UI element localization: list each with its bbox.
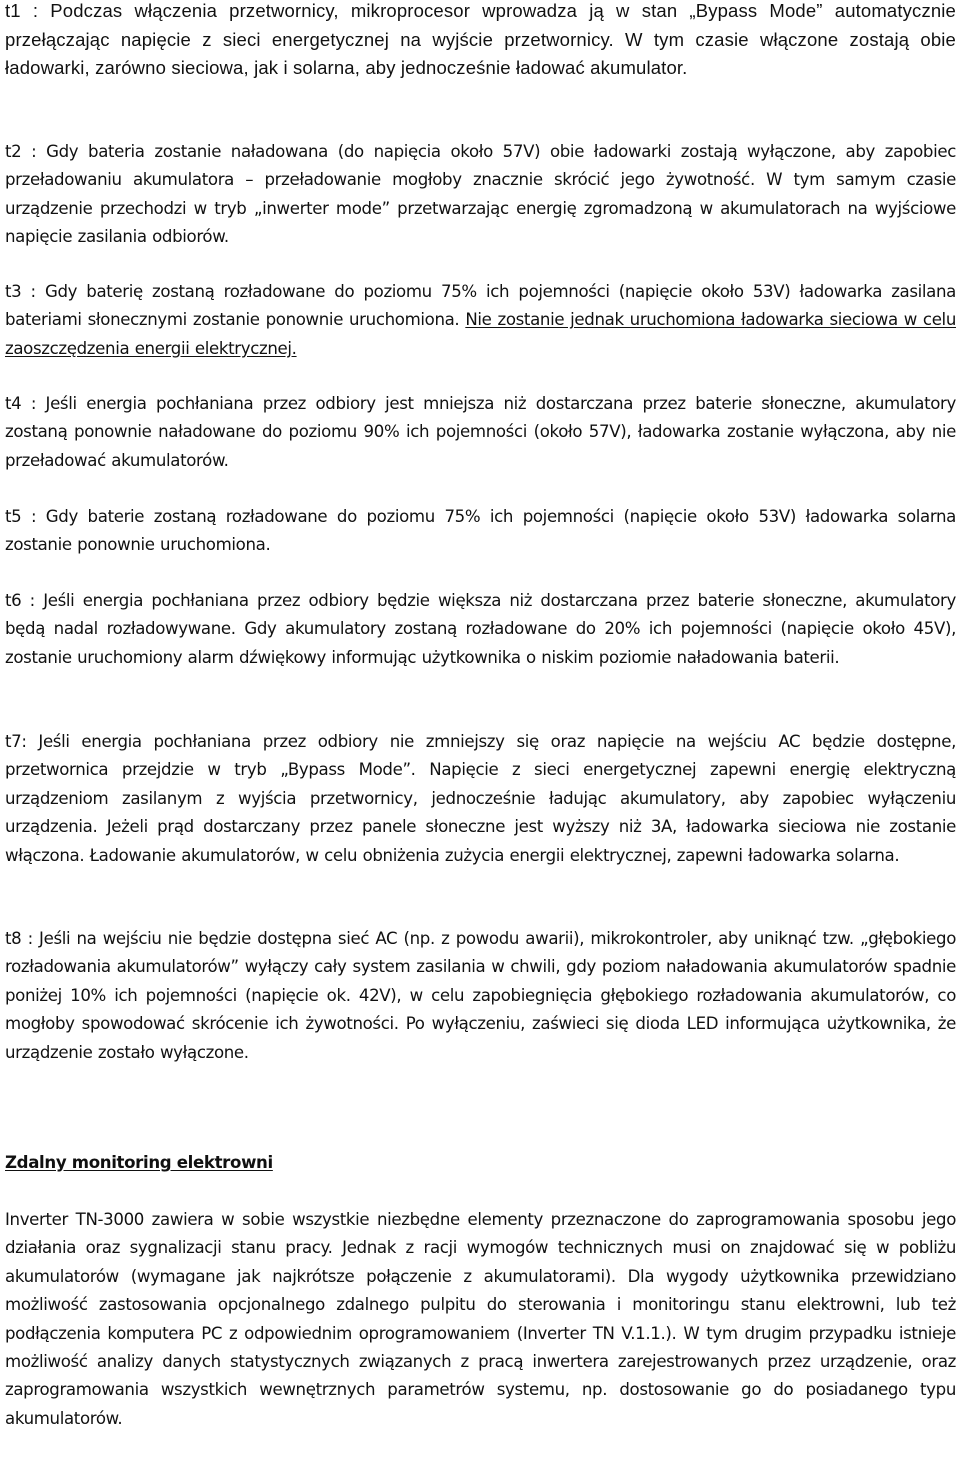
paragraph-t7: t7: Jeśli energia pochłaniana przez odbiory nie zmniejszy się oraz napięcie na wejściu AC będzie dostępne, przetwornica przejdzie w tryb „Bypass Mode”. Napięcie z sieci energetycznej zapewni energię elektryczną urządzeniom zasilanym z wyjścia przetwornicy, jednocześnie ładując akumulatory, aby zapobiec wyłączeniu urządzenia. Jeżeli prąd dostarczany przez panele słoneczne jest wyższy niż 3A, ładowarka sieciowa nie zostanie włączona. Ładowanie akumulatorów, w celu obniżenia zużycia energii elektrycznej, zapewni ładowarka solarna. <box>5 732 956 865</box>
paragraph-t3-underlined-text: Nie zostanie jednak uruchomiona ładowarka sieciowa w celu zaoszczędzenia energii elektrycznej. <box>5 310 956 358</box>
paragraph-remote-monitoring: Inverter TN-3000 zawiera w sobie wszystkie niezbędne elementy przeznaczone do zaprogramowania sposobu jego działania oraz sygnalizacji stanu pracy. Jednak z racji wymogów technicznych musi on znajdować się w pobliżu akumulatorów (wymagane jak najkrótsze połączenie z akumulatorami). Dla wygody użytkownika przewidziano możliwość zastosowania opcjonalnego zdalnego pulpitu do sterowania i monitoringu stanu elektrowni, lub też podłączenia komputera PC z odpowiednim oprogramowaniem (Inverter TN V.1.1.). W tym drugim przypadku istnieje możliwość analizy danych statystycznych związanych z pracą inwertera zarejestrowanych przez urządzenie, oraz zaprogramowania wszystkich wewnętrznych parametrów systemu, np. dostosowanie go do posiadanego typu akumulatorów. <box>5 1210 956 1428</box>
paragraph-t3 <box>5 278 956 363</box>
paragraph-t3-text: t3 : Gdy baterię zostaną rozładowane do poziomu 75% ich pojemności (napięcie około 53V) ładowarka zasilana bateriami słonecznymi zostanie ponownie uruchomiona. <box>5 282 956 330</box>
paragraph-t8: t8 : Jeśli na wejściu nie będzie dostępna sieć AC (np. z powodu awarii), mikrokontroler, aby uniknąć tzw. „głębokiego rozładowania akumulatorów” wyłączy cały system zasilania w chwili, gdy poziom naładowania akumulatorów spadnie poniżej 10% ich pojemności (napięcie ok. 42V), w celu zapobiegnięcia głębokiego rozładowania akumulatorów, co mogłoby spowodować skrócenie ich żywotności. Po wyłączeniu, zaświeci się dioda LED informująca użytkownika, że urządzenie zostało wyłączone. <box>5 929 956 1062</box>
section-heading: Zdalny monitoring elektrowni <box>5 1153 273 1172</box>
paragraph-t1: t1 : Podczas włączenia przetwornicy, mikroprocesor wprowadza ją w stan „Bypass Mode” automatycznie przełączając napięcie z sieci energetycznej na wyjście przetwornicy. W tym czasie włączone zostają obie ładowarki, zarówno sieciowa, jak i solarna, aby jednocześnie ładować akumulator. <box>5 0 956 78</box>
paragraph-t4: t4 : Jeśli energia pochłaniana przez odbiory jest mniejsza niż dostarczana przez baterie słoneczne, akumulatory zostaną ponownie naładowane do poziomu 90% ich pojemności (około 57V), ładowarka zostanie wyłączona, aby nie przeładować akumulatorów. <box>5 394 956 470</box>
paragraph-t6: t6 : Jeśli energia pochłaniana przez odbiory będzie większa niż dostarczana przez baterie słoneczne, akumulatory będą nadal rozładowywane. Gdy akumulatory zostaną rozładowane do 20% ich pojemności (napięcie około 45V), zostanie uruchomiony alarm dźwiękowy informując użytkownika o niskim poziomie naładowania baterii. <box>5 591 956 667</box>
paragraph-t5: t5 : Gdy baterie zostaną rozładowane do poziomu 75% ich pojemności (napięcie około 53V) ładowarka solarna zostanie ponownie uruchomiona. <box>5 507 956 555</box>
paragraph-t2: t2 : Gdy bateria zostanie naładowana (do napięcia około 57V) obie ładowarki zostają wyłączone, aby zapobiec przeładowaniu akumulatora – przeładowanie mogłoby znacznie skrócić jego żywotność. W tym samym czasie urządzenie przechodzi w tryb „inwerter mode” przetwarzając energię zgromadzoną w akumulatorach na wyjściowe napięcie zasilania odbiorów. <box>5 142 956 247</box>
